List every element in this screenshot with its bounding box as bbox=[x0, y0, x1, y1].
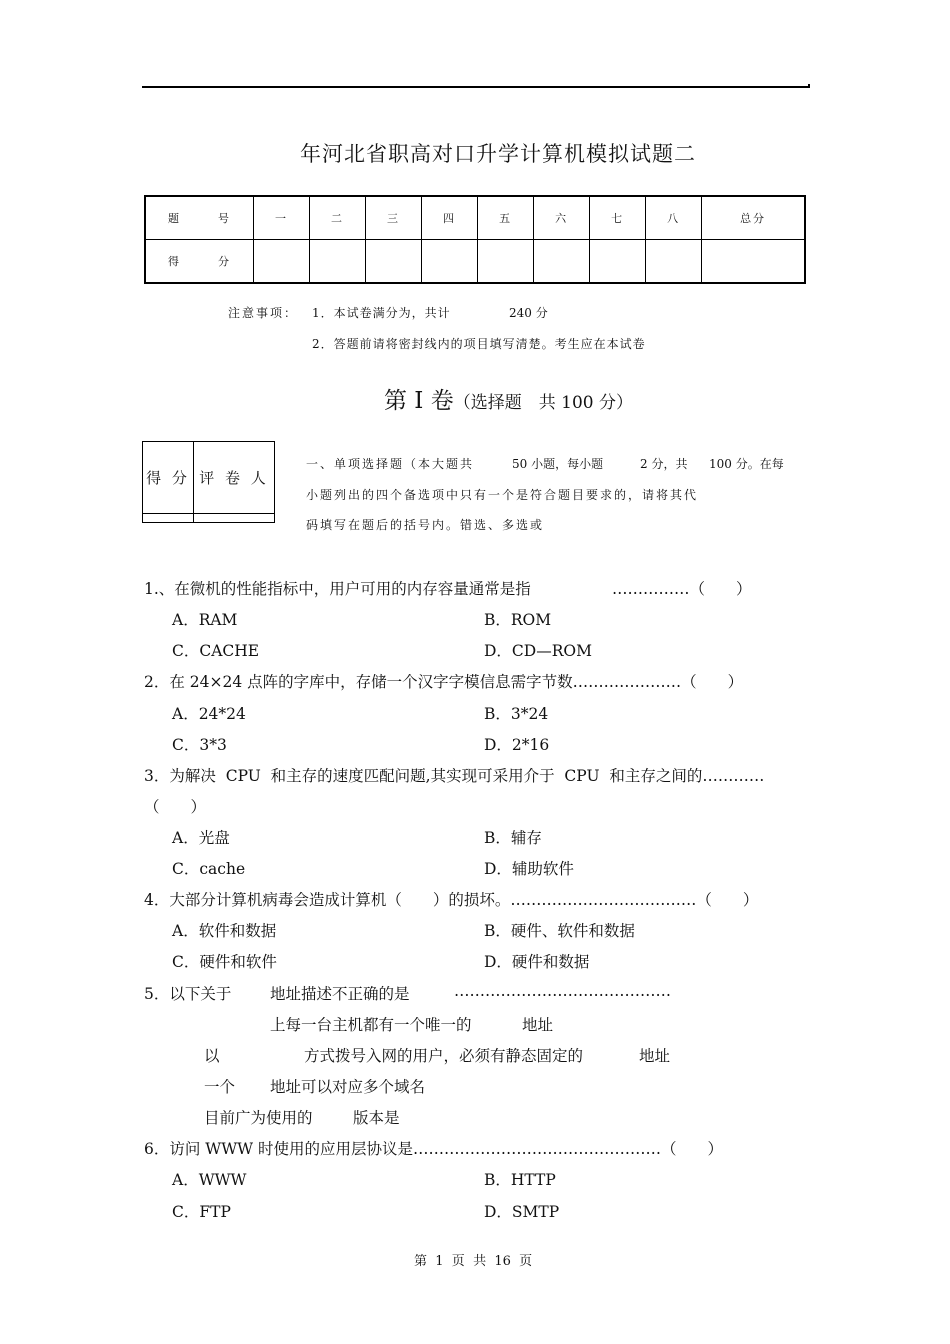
question-1-answer-blank[interactable]: ……………（ ） bbox=[612, 580, 752, 598]
score-table-cell: 总分 bbox=[702, 196, 805, 240]
score-table-cell: 一 bbox=[254, 196, 310, 240]
score-table-cell: 七 bbox=[590, 196, 646, 240]
score-table-cell: 题 号 bbox=[145, 196, 254, 240]
question-5-option-2b: 方式拨号入网的用户，必须有静态固定的 bbox=[304, 1047, 584, 1065]
question-6-option-b[interactable]: B．HTTP bbox=[484, 1171, 556, 1189]
score-entry-cell[interactable] bbox=[478, 240, 534, 284]
question-2-option-d[interactable]: D．2*16 bbox=[484, 736, 550, 754]
section-title bbox=[384, 382, 633, 415]
question-6-stem: 6．访问 WWW 时使用的应用层协议是…………………………………………（ ） bbox=[144, 1140, 724, 1158]
question-5-option-4a[interactable]: 目前广为使用的 bbox=[204, 1109, 313, 1127]
question-1-option-c[interactable]: C．CACHE bbox=[172, 642, 260, 660]
grader-reviewer-cell[interactable] bbox=[194, 514, 275, 523]
question-1-option-d[interactable]: D．CD—ROM bbox=[484, 642, 592, 660]
page-footer: 第 1 页 共 16 页 bbox=[414, 1254, 533, 1269]
score-table-score-row bbox=[145, 240, 805, 284]
score-entry-cell[interactable] bbox=[534, 240, 590, 284]
instructions-line-1a: 一、单项选择题（本大题共 bbox=[306, 457, 475, 471]
grader-reviewer-label: 评 卷 人 bbox=[194, 442, 275, 514]
score-entry-cell[interactable] bbox=[646, 240, 702, 284]
document-title: 年河北省职高对口升学计算机模拟试题二 bbox=[300, 142, 696, 166]
score-entry-cell[interactable] bbox=[702, 240, 805, 284]
header-rule bbox=[142, 86, 809, 88]
instructions-line-1b: 50 小题，每小题 bbox=[512, 457, 604, 471]
question-1-option-b[interactable]: B．ROM bbox=[484, 611, 552, 629]
score-table-cell: 二 bbox=[310, 196, 366, 240]
score-entry-cell[interactable] bbox=[422, 240, 478, 284]
score-entry-cell[interactable] bbox=[254, 240, 310, 284]
question-2-option-b[interactable]: B．3*24 bbox=[484, 705, 549, 723]
instructions-line-3: 码填写在题后的括号内。错选、多选或 bbox=[306, 518, 545, 532]
score-table-cell: 六 bbox=[534, 196, 590, 240]
question-2-stem: 2．在 24×24 点阵的字库中，存储一个汉字字模信息需字节数…………………（ ） bbox=[144, 673, 744, 691]
question-3-option-a[interactable]: A．光盘 bbox=[172, 829, 230, 847]
question-6-option-d[interactable]: D．SMTP bbox=[484, 1203, 560, 1221]
question-5-answer-dots: …………………………………… bbox=[454, 982, 671, 1000]
score-table-cell: 五 bbox=[478, 196, 534, 240]
question-5-stem-part-1: 5．以下关于 bbox=[144, 985, 232, 1003]
header-rule-tick bbox=[808, 84, 810, 88]
question-4-option-d[interactable]: D．硬件和数据 bbox=[484, 953, 590, 971]
notes-item-1: 1．本试卷满分为，共计 bbox=[312, 306, 451, 320]
question-6-option-c[interactable]: C．FTP bbox=[172, 1203, 231, 1221]
score-table bbox=[144, 195, 806, 284]
score-entry-cell[interactable] bbox=[310, 240, 366, 284]
question-3-option-b[interactable]: B．辅存 bbox=[484, 829, 542, 847]
question-1-option-a[interactable]: A．RAM bbox=[172, 611, 238, 629]
instructions-line-1d: 100 分。在每 bbox=[709, 457, 784, 471]
grader-table bbox=[142, 441, 275, 523]
question-5-option-4b: 版本是 bbox=[353, 1109, 400, 1127]
score-entry-cell[interactable] bbox=[590, 240, 646, 284]
score-table-cell: 四 bbox=[422, 196, 478, 240]
question-3-option-d[interactable]: D．辅助软件 bbox=[484, 860, 574, 878]
question-4-option-c[interactable]: C．硬件和软件 bbox=[172, 953, 277, 971]
question-4-option-a[interactable]: A．软件和数据 bbox=[172, 922, 277, 940]
notes-item-1-total: 240 分 bbox=[509, 306, 548, 320]
notes-label: 注意事项： bbox=[228, 306, 299, 320]
question-2-option-c[interactable]: C．3*3 bbox=[172, 736, 227, 754]
question-5-option-2c: 地址 bbox=[639, 1047, 671, 1065]
question-6-option-a[interactable]: A．WWW bbox=[172, 1171, 247, 1189]
score-table-cell: 三 bbox=[366, 196, 422, 240]
question-4-option-b[interactable]: B．硬件、软件和数据 bbox=[484, 922, 635, 940]
score-table-row-label: 得 分 bbox=[145, 240, 254, 284]
question-3-answer-blank[interactable]: （ ） bbox=[144, 798, 207, 816]
question-5-option-3b: 地址可以对应多个域名 bbox=[270, 1078, 426, 1096]
question-4-stem: 4．大部分计算机病毒会造成计算机（ ）的损坏。………………………………（ ） bbox=[144, 891, 759, 909]
instructions-line-1c: 2 分，共 bbox=[640, 457, 688, 471]
question-3-stem: 3．为解决 CPU 和主存的速度匹配问题,其实现可采用介于 CPU 和主存之间的………… bbox=[144, 767, 765, 785]
notes-item-2: 2．答题前请将密封线内的项目填写清楚。考生应在本试卷 bbox=[312, 337, 646, 351]
section-subtitle: （选择题 共 100 分） bbox=[453, 393, 633, 413]
section-title-main: 第 I 卷 bbox=[384, 388, 454, 414]
question-3-option-c[interactable]: C．cache bbox=[172, 860, 246, 878]
grader-score-label: 得 分 bbox=[143, 442, 194, 514]
question-5-option-1a[interactable]: 上每一台主机都有一个唯一的 bbox=[270, 1016, 472, 1034]
instructions-line-2: 小题列出的四个备选项中只有一个是符合题目要求的，请将其代 bbox=[306, 488, 699, 502]
question-5-option-2a[interactable]: 以 bbox=[204, 1047, 220, 1065]
question-1-stem: 1.、在微机的性能指标中，用户可用的内存容量通常是指 bbox=[144, 580, 531, 598]
score-table-cell: 八 bbox=[646, 196, 702, 240]
score-entry-cell[interactable] bbox=[366, 240, 422, 284]
question-5-stem-part-2: 地址描述不正确的是 bbox=[270, 985, 410, 1003]
question-2-option-a[interactable]: A．24*24 bbox=[172, 705, 246, 723]
question-5-option-1b: 地址 bbox=[522, 1016, 554, 1034]
grader-score-cell[interactable] bbox=[143, 514, 194, 523]
question-5-option-3a[interactable]: 一个 bbox=[204, 1078, 236, 1096]
score-table-header-row bbox=[145, 196, 805, 240]
